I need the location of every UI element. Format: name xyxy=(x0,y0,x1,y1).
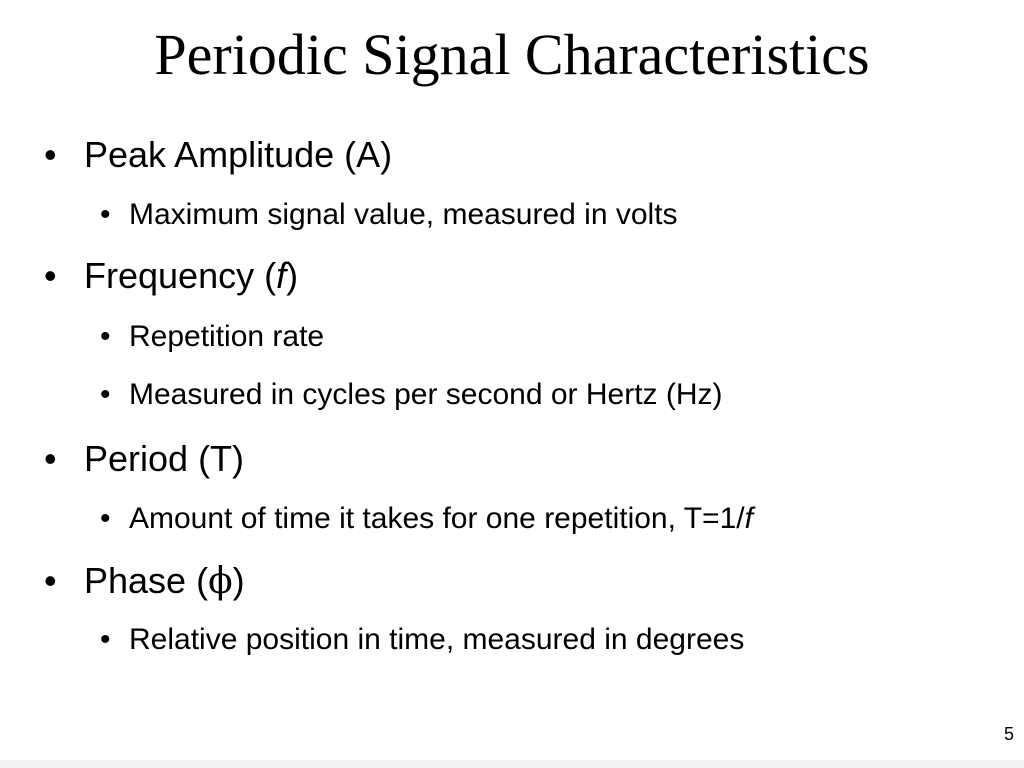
frequency-symbol: f xyxy=(276,255,287,296)
bullet-text: Phase ( xyxy=(84,560,209,601)
bottom-divider xyxy=(0,760,1024,768)
bullet-text-suffix: ) xyxy=(286,255,299,296)
sub-bullet-maximum-signal-value xyxy=(100,196,678,234)
bullet-text: Repetition rate xyxy=(129,320,325,353)
bullet-marker: • xyxy=(100,623,111,656)
bullet-text: Frequency ( xyxy=(84,255,277,296)
bullet-marker: • xyxy=(44,438,57,479)
bullet-text: Measured in cycles per second or Hertz (Hz) xyxy=(129,378,723,411)
bullet-marker: • xyxy=(44,255,57,296)
sub-bullet-relative-position xyxy=(100,621,744,659)
bullet-text: Period (T) xyxy=(84,438,245,479)
sub-bullet-measured-in-hertz xyxy=(100,376,723,414)
bullet-marker: • xyxy=(100,502,111,535)
frequency-symbol: f xyxy=(744,502,753,535)
phi-symbol: ϕ xyxy=(208,561,233,602)
bullet-marker: • xyxy=(100,320,111,353)
bullet-text: Amount of time it takes for one repetition, T=1/ xyxy=(129,502,745,535)
bullet-phase xyxy=(44,559,245,604)
bullet-marker: • xyxy=(44,134,57,175)
bullet-text: Maximum signal value, measured in volts xyxy=(129,198,678,231)
bullet-marker: • xyxy=(100,198,111,231)
bullet-text: Peak Amplitude (A) xyxy=(84,134,393,175)
slide-title: Periodic Signal Characteristics xyxy=(154,22,870,87)
sub-bullet-amount-of-time xyxy=(100,500,753,538)
bullet-text: Relative position in time, measured in degrees xyxy=(129,623,745,656)
bullet-text-suffix: ) xyxy=(232,560,245,601)
page-number: 5 xyxy=(1003,724,1014,744)
sub-bullet-repetition-rate xyxy=(100,318,324,356)
bullet-period xyxy=(44,437,244,481)
bullet-peak-amplitude xyxy=(44,133,392,177)
bullet-marker: • xyxy=(100,378,111,411)
bullet-frequency xyxy=(44,254,298,298)
bullet-marker: • xyxy=(44,560,57,601)
